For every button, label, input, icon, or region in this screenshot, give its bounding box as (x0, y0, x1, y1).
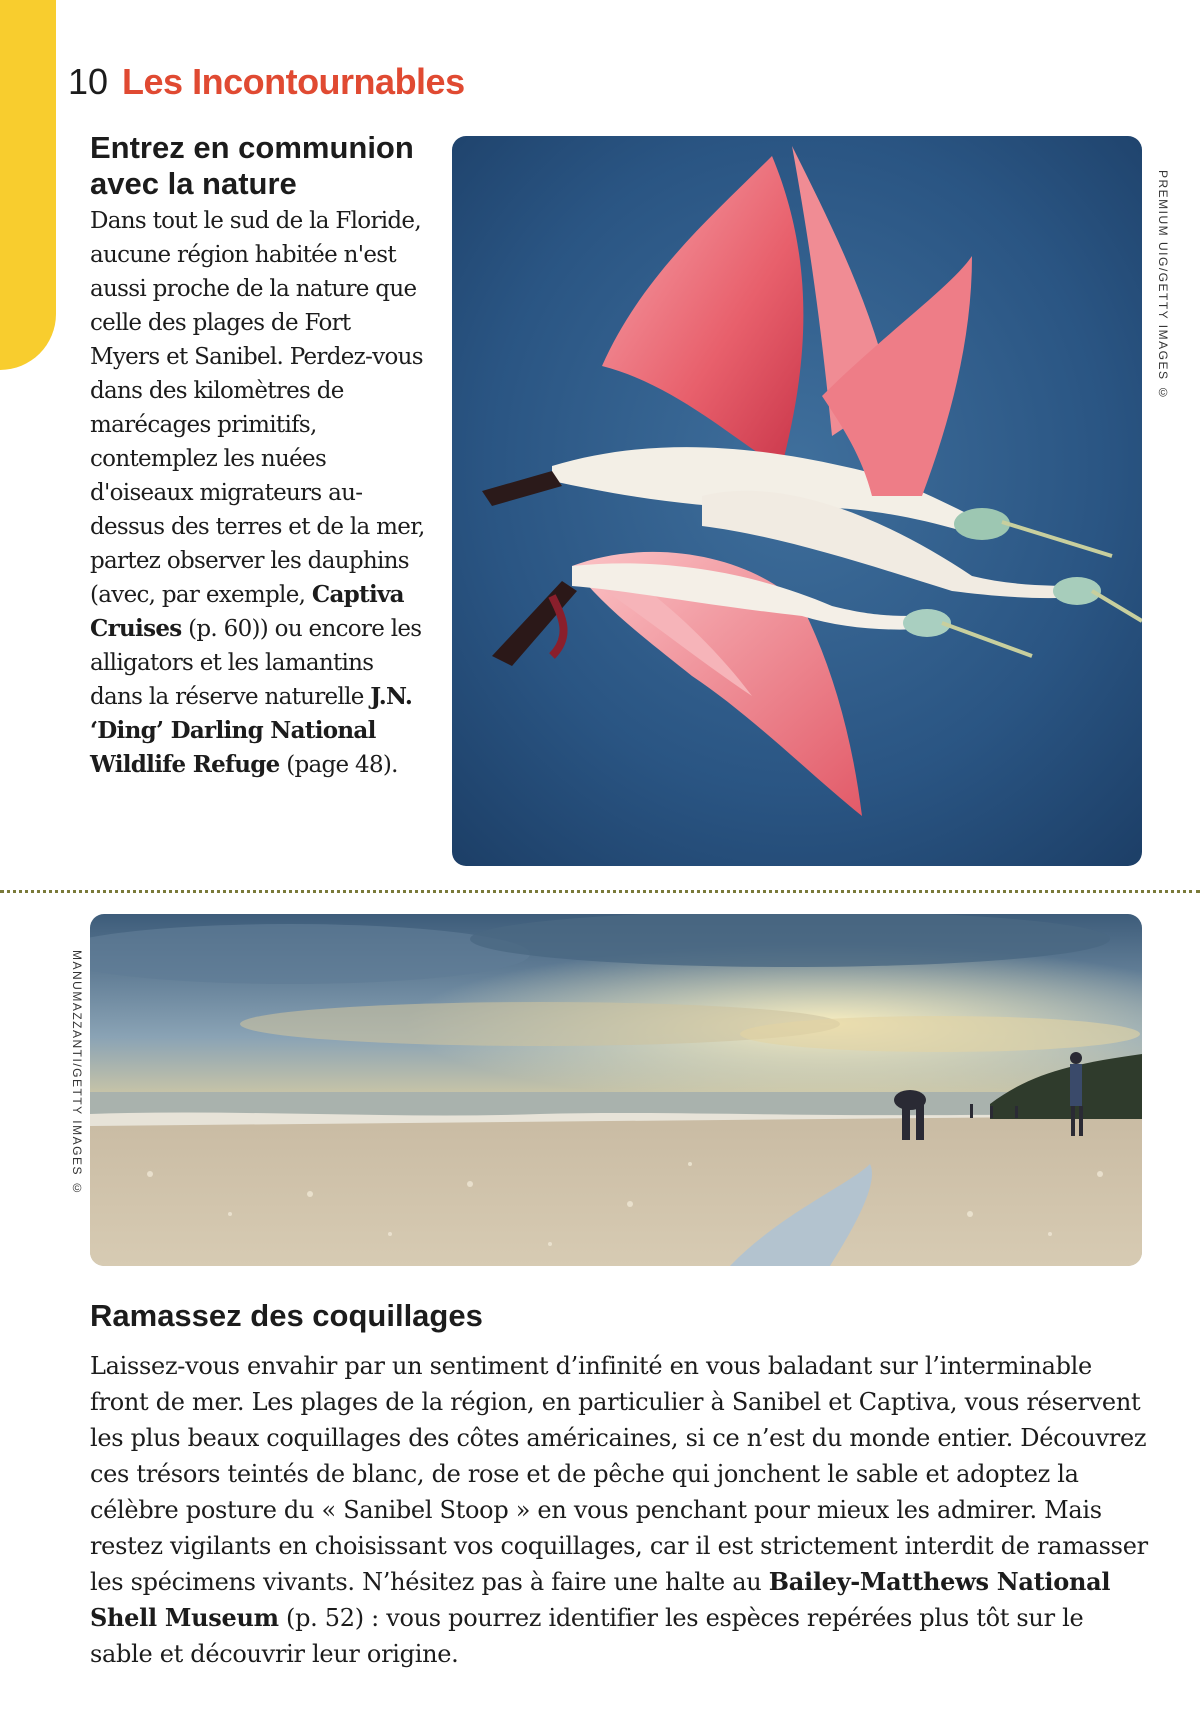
captiva-cruises-name: Captiva Cruises (90, 581, 404, 642)
section1-text-3: (page 48). (279, 752, 398, 778)
section2-text-2: (p. 52) : vous pourrez identifier les espèces repérées plus tôt sur le sable et découvrir leur origine. (90, 1604, 1084, 1668)
beach-photo-credit: MANUMAZZANTI/GETTY IMAGES © (70, 950, 84, 1197)
section-divider (0, 890, 1200, 893)
page-tab-marker (0, 0, 56, 370)
beach-photo (90, 914, 1142, 1266)
page-number: 10 (68, 61, 109, 102)
section1-text-1: Dans tout le sud de la Floride, aucune région habitée n'est aussi proche de la nature que celle des plages de Fort Myers et Sanibel. Perdez-vous dans des kilomètres de marécages primitifs, contemplez les nuées d'oiseaux migrateurs au-dessus des terres et de la mer, partez observer les dauphins (avec, par exemple, (90, 208, 425, 608)
spoonbills-photo (452, 136, 1142, 866)
ding-darling-refuge-name: J.N. ‘Ding’ Darling National Wildlife Refuge (90, 683, 413, 778)
section2-heading: Ramassez des coquillages (90, 1298, 483, 1333)
section1-text-2: (p. 60)) ou encore les alligators et les lamantins dans la réserve naturelle (90, 616, 422, 710)
page-header (68, 58, 465, 107)
spoonbills-photo-credit: PREMIUM UIG/GETTY IMAGES © (1156, 170, 1170, 401)
shell-museum-name: Bailey-Matthews National Shell Museum (90, 1567, 1111, 1632)
section2-text-1: Laissez-vous envahir par un sentiment d’infinité en vous baladant sur l’interminable front de mer. Les plages de la région, en particulier à Sanibel et Captiva, vous réservent les plus beaux coquillages des côtes américaines, si ce n’est du monde entier. Découvrez ces trésors teintés de blanc, de rose et de pêche qui jonchent le sable et adoptez la célèbre posture du « Sanibel Stoop » en vous penchant pour mieux les admirer. Mais restez vigilants en choisissant vos coquillages, car il est strictement interdit de ramasser les spécimens vivants. N’hésitez pas à faire une halte au (90, 1352, 1148, 1596)
section-title: Les Incontournables (122, 61, 465, 102)
section1-body (90, 204, 425, 782)
section2-body (90, 1348, 1150, 1672)
section1-heading: Entrez en communion avec la nature (90, 130, 414, 201)
